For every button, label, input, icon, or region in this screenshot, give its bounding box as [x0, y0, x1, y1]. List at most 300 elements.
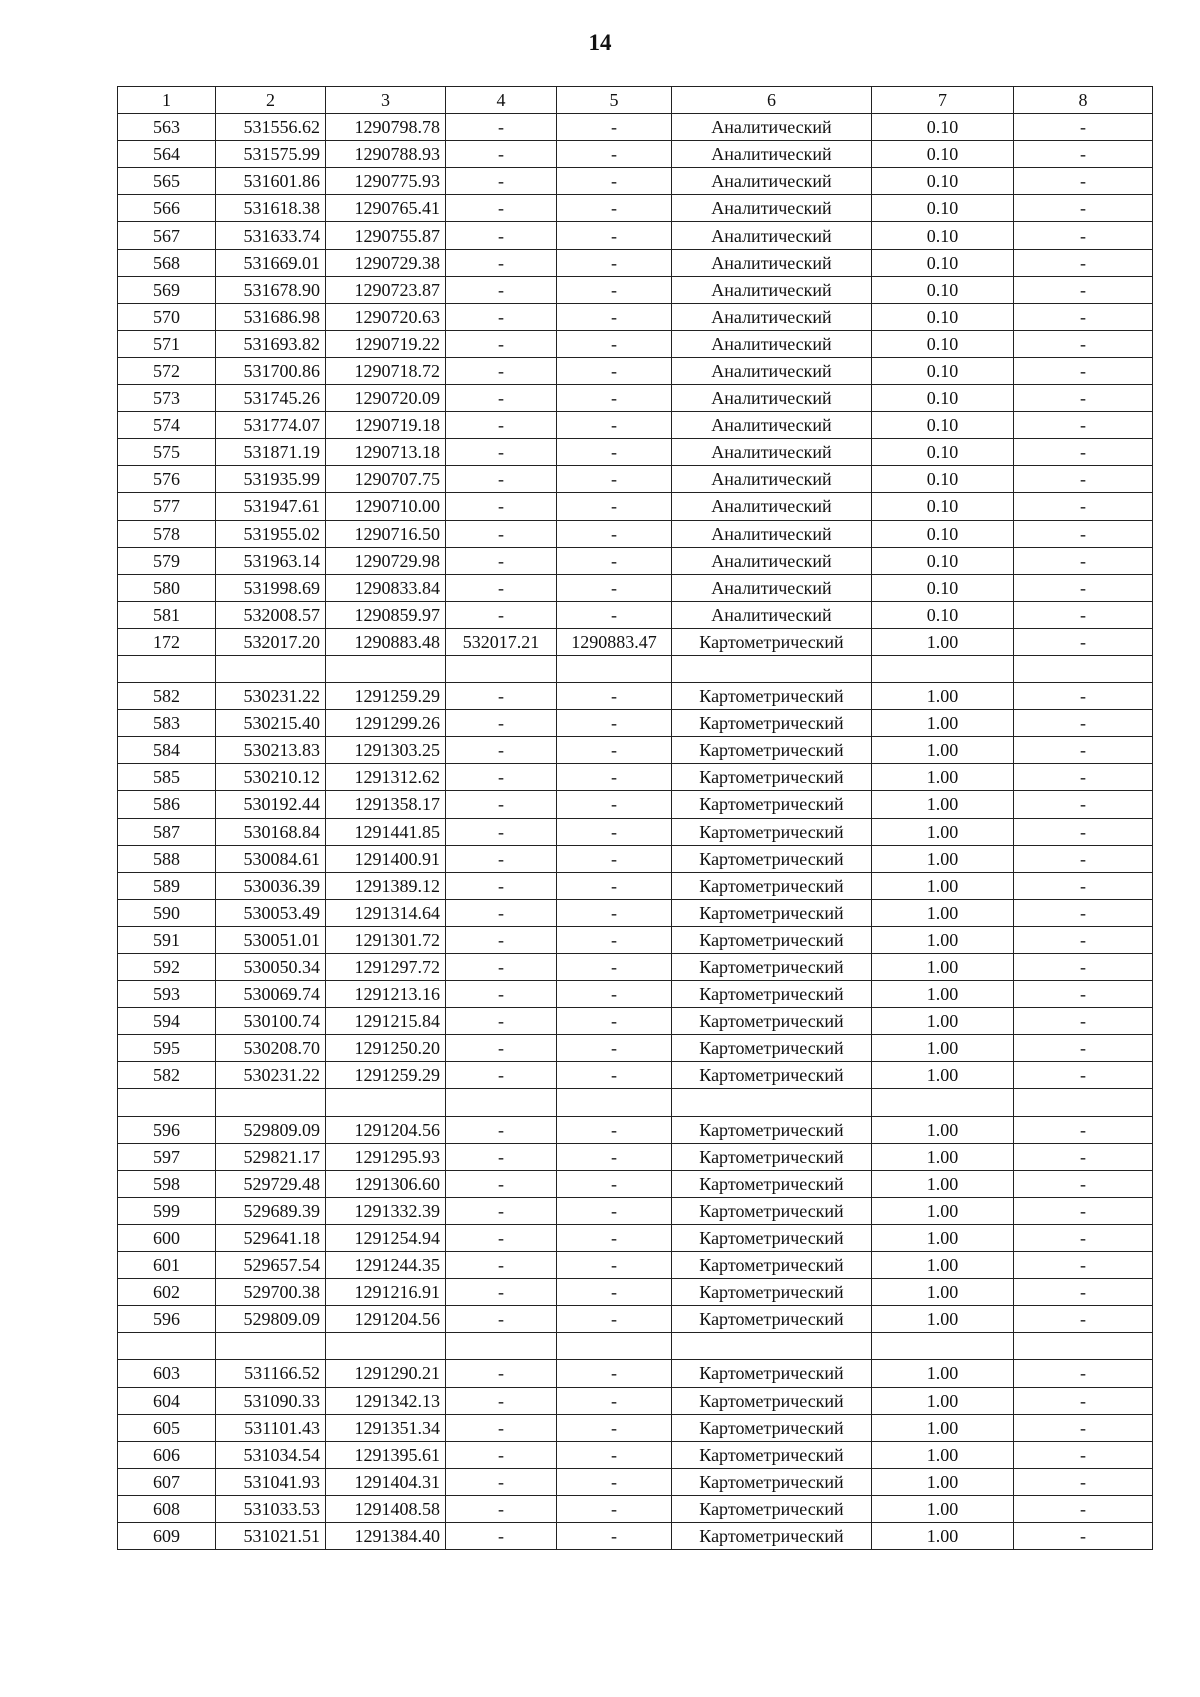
cell-note: -	[1014, 357, 1153, 384]
cell-y-coordinate: 1291204.56	[326, 1116, 446, 1143]
cell-note	[1014, 655, 1153, 682]
cell-method	[672, 1333, 872, 1360]
cell-x-coordinate	[216, 1089, 326, 1116]
cell-method: Картометрический	[672, 845, 872, 872]
cell-y-coordinate: 1290723.87	[326, 276, 446, 303]
cell-y-coordinate	[326, 1089, 446, 1116]
cell-y-coordinate: 1290710.00	[326, 493, 446, 520]
cell-accuracy: 1.00	[872, 954, 1014, 981]
cell-y-old: -	[557, 845, 672, 872]
cell-x-old: -	[446, 412, 557, 439]
cell-y-old: -	[557, 195, 672, 222]
cell-note: -	[1014, 1279, 1153, 1306]
cell-point-number: 583	[118, 710, 216, 737]
cell-accuracy: 1.00	[872, 628, 1014, 655]
cell-x-coordinate: 530084.61	[216, 845, 326, 872]
cell-accuracy: 0.10	[872, 114, 1014, 141]
cell-y-coordinate: 1291244.35	[326, 1252, 446, 1279]
cell-point-number: 582	[118, 1062, 216, 1089]
cell-x-coordinate: 531678.90	[216, 276, 326, 303]
cell-method: Картометрический	[672, 926, 872, 953]
cell-method: Аналитический	[672, 439, 872, 466]
cell-note: -	[1014, 1035, 1153, 1062]
cell-x-coordinate: 529809.09	[216, 1306, 326, 1333]
cell-note: -	[1014, 1387, 1153, 1414]
cell-accuracy	[872, 655, 1014, 682]
cell-accuracy: 1.00	[872, 1279, 1014, 1306]
cell-x-coordinate: 531090.33	[216, 1387, 326, 1414]
cell-y-coordinate: 1291303.25	[326, 737, 446, 764]
table-row	[118, 1522, 1153, 1549]
cell-point-number: 593	[118, 981, 216, 1008]
cell-x-coordinate	[216, 655, 326, 682]
cell-y-coordinate	[326, 655, 446, 682]
cell-note: -	[1014, 981, 1153, 1008]
cell-point-number: 572	[118, 357, 216, 384]
table-row	[118, 1252, 1153, 1279]
table-row	[118, 601, 1153, 628]
table-body	[118, 114, 1153, 1550]
cell-y-coordinate: 1291295.93	[326, 1143, 446, 1170]
table-row	[118, 954, 1153, 981]
table-header	[118, 87, 1153, 114]
cell-accuracy: 1.00	[872, 899, 1014, 926]
cell-method: Аналитический	[672, 276, 872, 303]
cell-y-old	[557, 1089, 672, 1116]
cell-method: Картометрический	[672, 1387, 872, 1414]
cell-note: -	[1014, 1441, 1153, 1468]
cell-point-number: 573	[118, 385, 216, 412]
cell-point-number: 577	[118, 493, 216, 520]
cell-y-coordinate: 1291314.64	[326, 899, 446, 926]
cell-y-old: -	[557, 1522, 672, 1549]
cell-point-number: 601	[118, 1252, 216, 1279]
cell-y-old: -	[557, 168, 672, 195]
cell-x-coordinate: 529657.54	[216, 1252, 326, 1279]
cell-note: -	[1014, 1522, 1153, 1549]
cell-y-coordinate: 1290729.98	[326, 547, 446, 574]
cell-note: -	[1014, 818, 1153, 845]
cell-note: -	[1014, 1197, 1153, 1224]
table-row	[118, 303, 1153, 330]
table-row	[118, 981, 1153, 1008]
cell-y-coordinate: 1291404.31	[326, 1468, 446, 1495]
table-row	[118, 1224, 1153, 1251]
cell-accuracy: 0.10	[872, 466, 1014, 493]
cell-y-coordinate: 1290729.38	[326, 249, 446, 276]
cell-method: Аналитический	[672, 249, 872, 276]
cell-x-old: -	[446, 1224, 557, 1251]
cell-x-old: -	[446, 1143, 557, 1170]
cell-method: Аналитический	[672, 141, 872, 168]
cell-y-old: -	[557, 683, 672, 710]
cell-accuracy: 0.10	[872, 141, 1014, 168]
table-row	[118, 1197, 1153, 1224]
cell-y-old: -	[557, 954, 672, 981]
cell-accuracy: 1.00	[872, 1224, 1014, 1251]
cell-y-old: -	[557, 1116, 672, 1143]
cell-x-old: -	[446, 276, 557, 303]
cell-note: -	[1014, 574, 1153, 601]
cell-accuracy: 0.10	[872, 303, 1014, 330]
cell-x-old: -	[446, 1062, 557, 1089]
cell-point-number: 582	[118, 683, 216, 710]
cell-x-old: -	[446, 872, 557, 899]
cell-accuracy: 1.00	[872, 1035, 1014, 1062]
table-row	[118, 791, 1153, 818]
cell-x-old: -	[446, 1008, 557, 1035]
cell-point-number: 595	[118, 1035, 216, 1062]
cell-accuracy: 1.00	[872, 1360, 1014, 1387]
cell-method: Картометрический	[672, 1062, 872, 1089]
table-row	[118, 466, 1153, 493]
cell-point-number: 567	[118, 222, 216, 249]
cell-y-old: -	[557, 872, 672, 899]
cell-accuracy: 1.00	[872, 926, 1014, 953]
cell-method: Картометрический	[672, 791, 872, 818]
cell-accuracy: 1.00	[872, 1008, 1014, 1035]
cell-note: -	[1014, 276, 1153, 303]
cell-x-coordinate: 531021.51	[216, 1522, 326, 1549]
cell-method: Аналитический	[672, 195, 872, 222]
cell-accuracy: 1.00	[872, 1306, 1014, 1333]
cell-accuracy: 0.10	[872, 330, 1014, 357]
cell-accuracy: 0.10	[872, 222, 1014, 249]
cell-point-number: 172	[118, 628, 216, 655]
header-cell-2: 2	[216, 87, 326, 114]
cell-method: Аналитический	[672, 466, 872, 493]
cell-x-old: -	[446, 791, 557, 818]
cell-x-old: -	[446, 899, 557, 926]
cell-accuracy: 1.00	[872, 1495, 1014, 1522]
cell-x-old: -	[446, 357, 557, 384]
cell-y-old: -	[557, 1495, 672, 1522]
cell-x-old: -	[446, 493, 557, 520]
cell-note	[1014, 1089, 1153, 1116]
cell-x-coordinate: 531686.98	[216, 303, 326, 330]
cell-y-coordinate: 1290720.63	[326, 303, 446, 330]
cell-y-coordinate: 1291259.29	[326, 683, 446, 710]
table-row	[118, 1387, 1153, 1414]
header-cell-7: 7	[872, 87, 1014, 114]
cell-point-number: 586	[118, 791, 216, 818]
cell-x-coordinate: 531556.62	[216, 114, 326, 141]
cell-method: Аналитический	[672, 412, 872, 439]
cell-x-old: -	[446, 818, 557, 845]
cell-y-old: -	[557, 1468, 672, 1495]
cell-x-coordinate: 531700.86	[216, 357, 326, 384]
cell-point-number: 584	[118, 737, 216, 764]
cell-x-old: -	[446, 981, 557, 1008]
cell-y-coordinate: 1290765.41	[326, 195, 446, 222]
table-row	[118, 655, 1153, 682]
cell-y-old: -	[557, 574, 672, 601]
cell-point-number: 602	[118, 1279, 216, 1306]
cell-accuracy: 1.00	[872, 845, 1014, 872]
cell-method: Картометрический	[672, 1143, 872, 1170]
table-row	[118, 1035, 1153, 1062]
cell-accuracy	[872, 1089, 1014, 1116]
cell-x-old: -	[446, 764, 557, 791]
cell-x-coordinate: 531033.53	[216, 1495, 326, 1522]
cell-y-coordinate: 1290788.93	[326, 141, 446, 168]
cell-x-coordinate: 531935.99	[216, 466, 326, 493]
cell-x-coordinate: 531034.54	[216, 1441, 326, 1468]
cell-method: Картометрический	[672, 1360, 872, 1387]
cell-x-old: -	[446, 222, 557, 249]
cell-method: Картометрический	[672, 981, 872, 1008]
cell-x-coordinate: 530231.22	[216, 683, 326, 710]
cell-x-old: -	[446, 737, 557, 764]
table-row	[118, 276, 1153, 303]
table-row	[118, 439, 1153, 466]
cell-x-old: -	[446, 1414, 557, 1441]
cell-note: -	[1014, 1224, 1153, 1251]
table-row	[118, 683, 1153, 710]
cell-x-coordinate: 531998.69	[216, 574, 326, 601]
cell-method: Картометрический	[672, 954, 872, 981]
cell-point-number: 587	[118, 818, 216, 845]
cell-note: -	[1014, 1170, 1153, 1197]
cell-x-old: -	[446, 141, 557, 168]
cell-x-coordinate: 531871.19	[216, 439, 326, 466]
cell-accuracy: 0.10	[872, 168, 1014, 195]
cell-x-coordinate: 530231.22	[216, 1062, 326, 1089]
cell-y-old: -	[557, 710, 672, 737]
cell-y-coordinate: 1291250.20	[326, 1035, 446, 1062]
cell-point-number: 592	[118, 954, 216, 981]
cell-note: -	[1014, 601, 1153, 628]
cell-method: Аналитический	[672, 520, 872, 547]
cell-method: Аналитический	[672, 303, 872, 330]
cell-y-old: -	[557, 1224, 672, 1251]
cell-x-old: -	[446, 385, 557, 412]
cell-y-coordinate: 1291441.85	[326, 818, 446, 845]
cell-y-old: -	[557, 357, 672, 384]
cell-x-old: -	[446, 1116, 557, 1143]
cell-x-coordinate: 531633.74	[216, 222, 326, 249]
cell-note: -	[1014, 385, 1153, 412]
cell-y-coordinate: 1291290.21	[326, 1360, 446, 1387]
table-row	[118, 1333, 1153, 1360]
cell-x-old: -	[446, 574, 557, 601]
cell-note: -	[1014, 899, 1153, 926]
cell-accuracy: 1.00	[872, 791, 1014, 818]
cell-x-old	[446, 655, 557, 682]
cell-y-old: -	[557, 303, 672, 330]
table-row	[118, 141, 1153, 168]
cell-x-coordinate: 531745.26	[216, 385, 326, 412]
cell-x-coordinate: 530053.49	[216, 899, 326, 926]
cell-note: -	[1014, 1062, 1153, 1089]
cell-y-old: -	[557, 818, 672, 845]
cell-x-old: -	[446, 466, 557, 493]
cell-accuracy: 0.10	[872, 601, 1014, 628]
table-row	[118, 1116, 1153, 1143]
cell-x-old: -	[446, 168, 557, 195]
cell-note: -	[1014, 1306, 1153, 1333]
cell-y-coordinate: 1290713.18	[326, 439, 446, 466]
cell-x-coordinate: 530210.12	[216, 764, 326, 791]
cell-method: Картометрический	[672, 1116, 872, 1143]
cell-point-number: 608	[118, 1495, 216, 1522]
cell-x-old: -	[446, 249, 557, 276]
cell-x-old: -	[446, 439, 557, 466]
table-row	[118, 222, 1153, 249]
cell-x-coordinate: 531963.14	[216, 547, 326, 574]
cell-y-coordinate: 1290720.09	[326, 385, 446, 412]
header-cell-4: 4	[446, 87, 557, 114]
cell-point-number	[118, 1333, 216, 1360]
cell-note: -	[1014, 1414, 1153, 1441]
cell-y-old: -	[557, 222, 672, 249]
cell-y-coordinate: 1291215.84	[326, 1008, 446, 1035]
cell-x-old: -	[446, 330, 557, 357]
cell-note: -	[1014, 195, 1153, 222]
cell-accuracy: 0.10	[872, 493, 1014, 520]
cell-note: -	[1014, 303, 1153, 330]
cell-accuracy: 1.00	[872, 872, 1014, 899]
cell-method: Картометрический	[672, 1522, 872, 1549]
cell-point-number: 570	[118, 303, 216, 330]
cell-point-number: 566	[118, 195, 216, 222]
cell-method: Картометрический	[672, 1279, 872, 1306]
cell-point-number: 574	[118, 412, 216, 439]
cell-x-coordinate: 530100.74	[216, 1008, 326, 1035]
cell-x-old: 532017.21	[446, 628, 557, 655]
table-row	[118, 1441, 1153, 1468]
cell-x-old: -	[446, 520, 557, 547]
cell-x-old: -	[446, 1279, 557, 1306]
table-row	[118, 1279, 1153, 1306]
cell-method	[672, 1089, 872, 1116]
cell-x-coordinate: 530208.70	[216, 1035, 326, 1062]
cell-x-coordinate: 529729.48	[216, 1170, 326, 1197]
cell-y-old: -	[557, 1252, 672, 1279]
cell-x-coordinate: 531669.01	[216, 249, 326, 276]
cell-point-number: 603	[118, 1360, 216, 1387]
cell-x-coordinate: 530192.44	[216, 791, 326, 818]
table-row	[118, 628, 1153, 655]
cell-x-coordinate: 530036.39	[216, 872, 326, 899]
cell-accuracy: 1.00	[872, 981, 1014, 1008]
cell-y-coordinate: 1290755.87	[326, 222, 446, 249]
table-row	[118, 412, 1153, 439]
cell-point-number: 605	[118, 1414, 216, 1441]
cell-y-coordinate: 1291297.72	[326, 954, 446, 981]
cell-note: -	[1014, 168, 1153, 195]
cell-y-coordinate: 1291358.17	[326, 791, 446, 818]
cell-point-number: 588	[118, 845, 216, 872]
cell-y-old: -	[557, 899, 672, 926]
cell-y-coordinate: 1290719.18	[326, 412, 446, 439]
cell-y-coordinate: 1291299.26	[326, 710, 446, 737]
cell-x-old	[446, 1333, 557, 1360]
cell-method: Картометрический	[672, 683, 872, 710]
table-row	[118, 710, 1153, 737]
cell-x-coordinate: 530213.83	[216, 737, 326, 764]
cell-y-old: -	[557, 1008, 672, 1035]
cell-y-coordinate: 1291259.29	[326, 1062, 446, 1089]
cell-y-old: -	[557, 1441, 672, 1468]
table-row	[118, 1414, 1153, 1441]
cell-x-old: -	[446, 1035, 557, 1062]
cell-point-number: 597	[118, 1143, 216, 1170]
cell-y-old: -	[557, 114, 672, 141]
header-row	[118, 87, 1153, 114]
cell-y-coordinate: 1291342.13	[326, 1387, 446, 1414]
cell-point-number: 576	[118, 466, 216, 493]
cell-method: Аналитический	[672, 574, 872, 601]
cell-x-coordinate: 531618.38	[216, 195, 326, 222]
cell-x-old: -	[446, 845, 557, 872]
cell-point-number: 594	[118, 1008, 216, 1035]
cell-point-number	[118, 1089, 216, 1116]
cell-accuracy: 1.00	[872, 818, 1014, 845]
cell-y-old: -	[557, 981, 672, 1008]
cell-x-old: -	[446, 1468, 557, 1495]
cell-note: -	[1014, 222, 1153, 249]
header-cell-8: 8	[1014, 87, 1153, 114]
table-row	[118, 1143, 1153, 1170]
cell-x-old: -	[446, 954, 557, 981]
cell-y-coordinate: 1291306.60	[326, 1170, 446, 1197]
cell-point-number: 609	[118, 1522, 216, 1549]
cell-accuracy: 1.00	[872, 1170, 1014, 1197]
cell-note	[1014, 1333, 1153, 1360]
cell-point-number: 571	[118, 330, 216, 357]
cell-method: Картометрический	[672, 1008, 872, 1035]
cell-x-old: -	[446, 1522, 557, 1549]
table-row	[118, 764, 1153, 791]
cell-note: -	[1014, 466, 1153, 493]
cell-method: Аналитический	[672, 330, 872, 357]
cell-accuracy: 0.10	[872, 520, 1014, 547]
cell-x-old: -	[446, 1441, 557, 1468]
cell-point-number: 565	[118, 168, 216, 195]
table-row	[118, 872, 1153, 899]
header-cell-5: 5	[557, 87, 672, 114]
cell-accuracy	[872, 1333, 1014, 1360]
cell-note: -	[1014, 1008, 1153, 1035]
cell-y-old: -	[557, 385, 672, 412]
cell-x-coordinate	[216, 1333, 326, 1360]
cell-y-old	[557, 1333, 672, 1360]
table-row	[118, 1062, 1153, 1089]
header-cell-3: 3	[326, 87, 446, 114]
cell-x-old: -	[446, 1170, 557, 1197]
cell-accuracy: 0.10	[872, 547, 1014, 574]
cell-y-old: -	[557, 1279, 672, 1306]
cell-y-old	[557, 655, 672, 682]
cell-note: -	[1014, 1143, 1153, 1170]
cell-note: -	[1014, 493, 1153, 520]
cell-point-number: 581	[118, 601, 216, 628]
cell-method: Картометрический	[672, 1468, 872, 1495]
cell-y-old: -	[557, 1143, 672, 1170]
cell-note: -	[1014, 412, 1153, 439]
table-row	[118, 926, 1153, 953]
cell-method: Картометрический	[672, 899, 872, 926]
cell-y-old: 1290883.47	[557, 628, 672, 655]
cell-note: -	[1014, 710, 1153, 737]
cell-note: -	[1014, 683, 1153, 710]
cell-method: Картометрический	[672, 737, 872, 764]
cell-x-coordinate: 531693.82	[216, 330, 326, 357]
table-row	[118, 493, 1153, 520]
cell-note: -	[1014, 1360, 1153, 1387]
cell-x-old: -	[446, 195, 557, 222]
